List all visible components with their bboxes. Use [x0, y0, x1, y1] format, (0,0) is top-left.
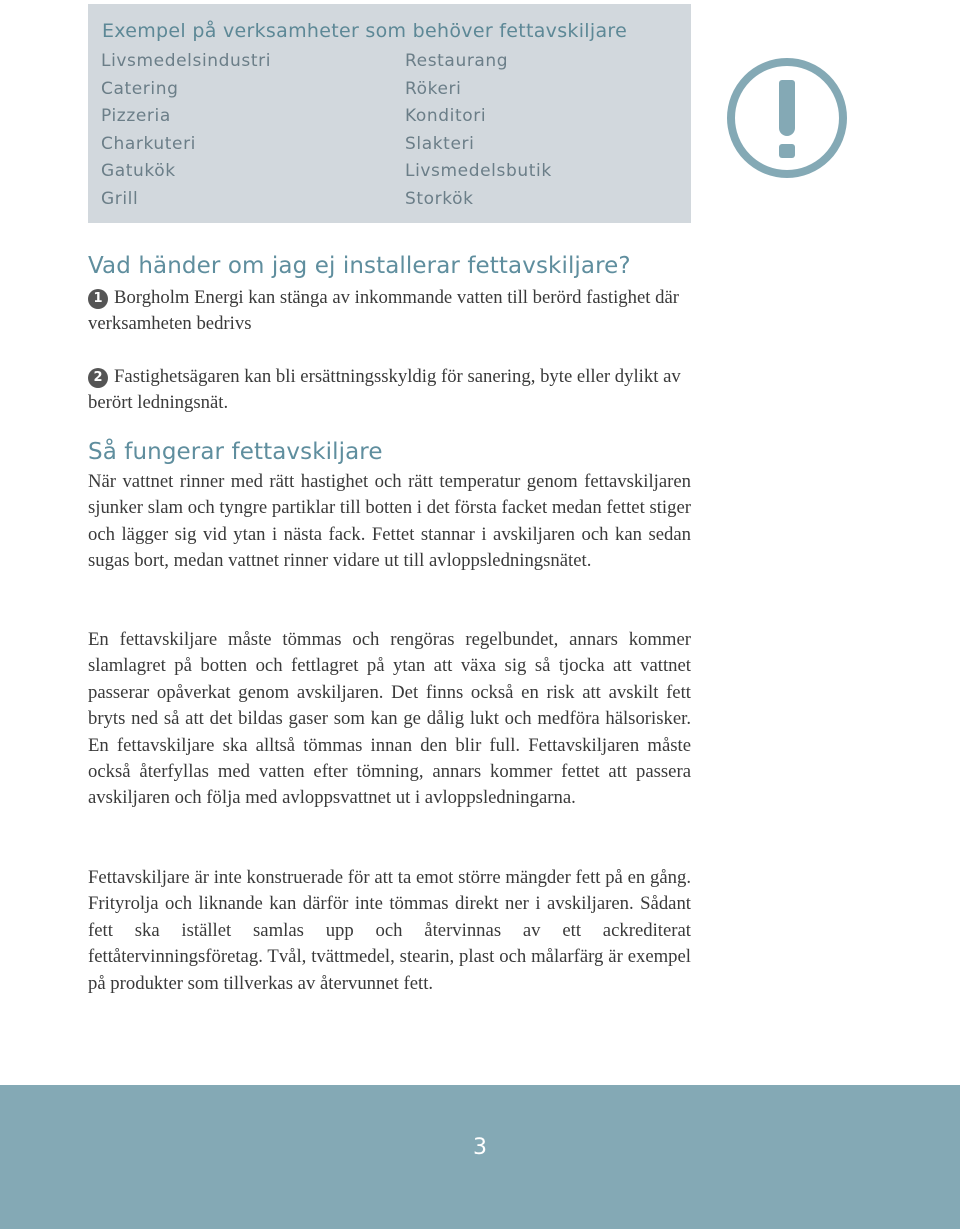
page-number: 3	[473, 1135, 487, 1160]
consequence-item-2	[88, 364, 698, 417]
list-item: Charkuteri	[101, 133, 196, 154]
body-paragraph-3: Fettavskiljare är inte konstruerade för att ta emot större mängder fett på en gång. Frityrolja och liknande kan därför inte tömmas direkt ner i avskiljaren. Sådant fett ska istället samlas upp och återvinnas av ett ackrediterat fettåtervinningsföretag. Tvål, tvättmedel, stearin, plast och målarfärg är exempel på produkter som tillverkas av återvunnet fett.	[88, 867, 691, 994]
list-item: Rökeri	[405, 78, 462, 99]
consequence-text: Borgholm Energi kan stänga av inkommande vatten till berörd fastighet där verksamheten bedrivs	[88, 287, 679, 335]
list-item: Livsmedelsbutik	[405, 161, 552, 181]
exclamation-bar	[779, 80, 795, 136]
list-item: Restaurang	[405, 51, 509, 71]
number-badge: 2	[88, 368, 108, 388]
list-item: Gatukök	[101, 161, 176, 181]
list-item: Konditori	[405, 106, 487, 126]
business-list-left	[101, 48, 271, 213]
exclamation-circle-icon	[727, 58, 847, 178]
section-heading-how-it-works: Så fungerar fettavskiljare	[88, 439, 383, 465]
list-item: Catering	[101, 78, 179, 99]
section-heading-consequences: Vad händer om jag ej installerar fettavskiljare?	[88, 253, 631, 279]
business-list-right	[405, 48, 552, 213]
consequence-text: Fastighetsägaren kan bli ersättningsskyldig för sanering, byte eller dylikt av berört ledningsnät.	[88, 366, 681, 414]
footer-band	[0, 1085, 960, 1229]
body-paragraph-2: En fettavskiljare måste tömmas och rengöras regelbundet, annars kommer slamlagret på botten och fettlagret på ytan att växa sig så tjocka att vattnet passerar opåverkat genom avskiljaren. Det finns också en risk att avskilt fett bryts ned så att det bildas gaser som kan ge dålig lukt och medföra hälsorisker. En fettavskiljare ska alltså tömmas innan den blir full. Fettavskiljaren måste också återfyllas med vatten efter tömning, annars kommer fettet att passera avskiljaren och följa med avloppsvattnet ut i avloppsledningarna.	[88, 629, 691, 809]
body-paragraph-1: När vattnet rinner med rätt hastighet och rätt temperatur genom fettavskiljaren sjunker slam och tyngre partiklar till botten i det första facket medan fettet stiger och lägger sig vid ytan i nästa fack. Fettet stannar i avskiljaren och kan sedan sugas bort, medan vattnet rinner vidare ut till avloppsledningsnätet.	[88, 471, 691, 572]
list-item: Storkök	[405, 188, 474, 209]
list-item: Pizzeria	[101, 106, 171, 126]
consequence-item-1	[88, 285, 698, 338]
list-item: Grill	[101, 188, 139, 209]
list-item: Slakteri	[405, 133, 475, 154]
exclamation-dot	[779, 144, 795, 158]
example-box	[88, 4, 691, 223]
example-box-title: Exempel på verksamheter som behöver fettavskiljare	[102, 20, 628, 42]
number-badge: 1	[88, 289, 108, 309]
list-item: Livsmedelsindustri	[101, 51, 272, 71]
